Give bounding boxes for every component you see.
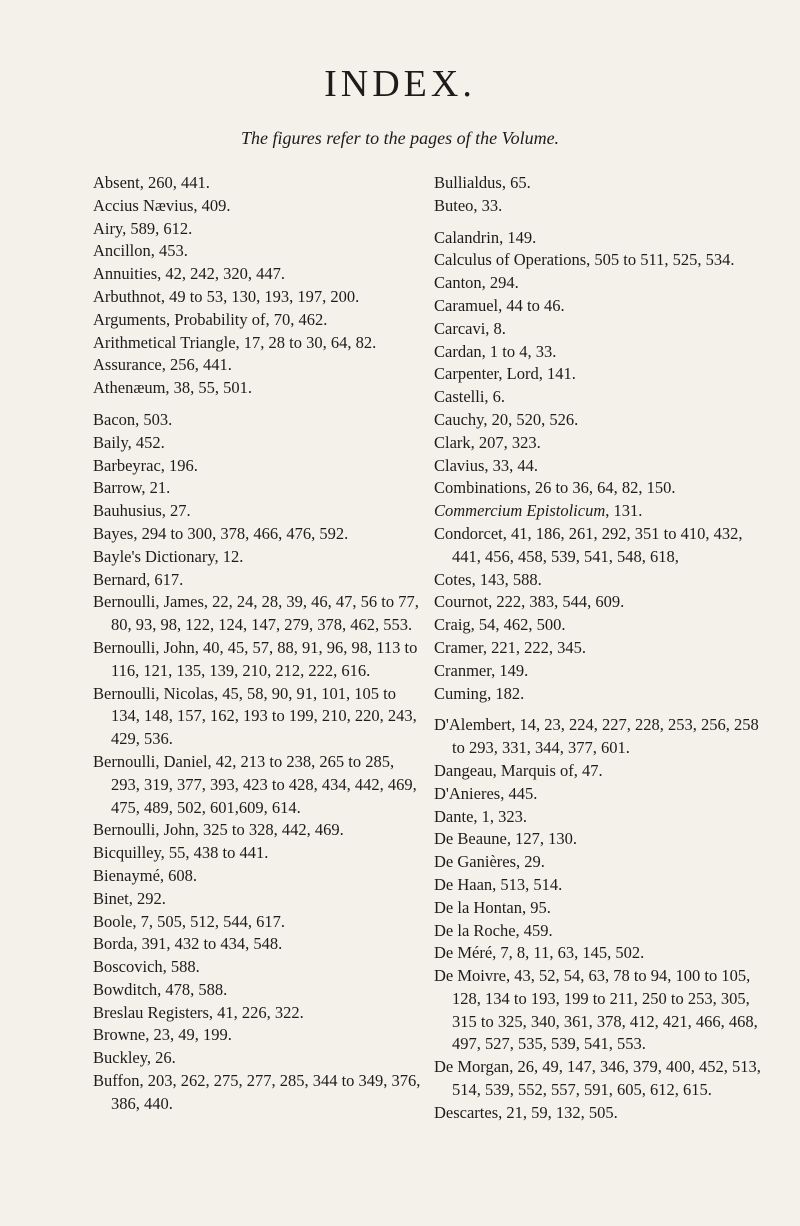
index-entry: Carcavi, 8.	[434, 318, 506, 338]
index-entry: Barbeyrac, 196.	[93, 455, 198, 475]
index-entry: Dante, 1, 323.	[434, 806, 528, 826]
index-entry: Calculus of Operations, 505 to 511, 525, 534.	[434, 250, 735, 270]
index-entry: Buteo, 33.	[434, 195, 503, 215]
index-entry: Borda, 391, 432 to 434, 548.	[93, 934, 283, 954]
index-entry: Combinations, 26 to 36, 64, 82, 150.	[434, 478, 676, 498]
index-entry: De Ganières, 29.	[434, 852, 545, 872]
index-entry: Binet, 292.	[93, 888, 166, 908]
index-entry: Bayes, 294 to 300, 378, 466, 476, 592.	[93, 523, 349, 543]
index-column-right	[434, 172, 766, 1134]
index-entry: Cardan, 1 to 4, 33.	[434, 341, 557, 361]
index-entry: Cramer, 221, 222, 345.	[434, 637, 586, 657]
index-entry: Arbuthnot, 49 to 53, 130, 193, 197, 200.	[93, 286, 360, 306]
index-entry: Boscovich, 588.	[93, 957, 200, 977]
index-entry: Bullialdus, 65.	[434, 173, 531, 192]
index-entry: Craig, 54, 462, 500.	[434, 615, 566, 635]
index-entry: Assurance, 256, 441.	[93, 355, 232, 375]
index-entry: Cranmer, 149.	[434, 660, 529, 680]
index-entry: De Haan, 513, 514.	[434, 874, 563, 894]
index-entry: Bauhusius, 27.	[93, 501, 191, 521]
index-entry: D'Anieres, 445.	[434, 783, 538, 803]
index-entry: Arguments, Probability of, 70, 462.	[93, 309, 328, 329]
page-title: INDEX.	[324, 63, 476, 105]
index-entry: Bernoulli, James, 22, 24, 28, 39, 46, 47, 56 to 77, 80, 93, 98, 122, 124, 147, 279, 378, 462, 553.	[93, 592, 419, 635]
index-entry: Carpenter, Lord, 141.	[434, 364, 576, 384]
index-entry: Bernard, 617.	[93, 569, 184, 589]
index-entry: Bayle's Dictionary, 12.	[93, 546, 244, 566]
index-entry: Clavius, 33, 44.	[434, 455, 539, 475]
index-entry: Canton, 294.	[434, 273, 519, 293]
index-entry: De la Hontan, 95.	[434, 897, 551, 917]
index-entry: Boole, 7, 505, 512, 544, 617.	[93, 911, 286, 931]
index-entry: Airy, 589, 612.	[93, 218, 193, 238]
index-entry: Condorcet, 41, 186, 261, 292, 351 to 410, 432, 441, 456, 458, 539, 541, 548, 618,	[434, 523, 743, 566]
index-entry: Descartes, 21, 59, 132, 505.	[434, 1102, 618, 1122]
page-subtitle: The figures refer to the pages of the Volume.	[240, 128, 560, 148]
index-entry: Bernoulli, Daniel, 42, 213 to 238, 265 to 285, 293, 319, 377, 393, 423 to 428, 434, 442, 469, 475, 489, 502, 601,609, 614.	[93, 751, 417, 817]
index-entry: Bacon, 503.	[93, 409, 173, 429]
index-entry: Arithmetical Triangle, 17, 28 to 30, 64, 82.	[93, 332, 377, 352]
index-entry: De Beaune, 127, 130.	[434, 829, 577, 849]
index-entry: Dangeau, Marquis of, 47.	[434, 760, 603, 780]
index-entry: Breslau Registers, 41, 226, 322.	[93, 1002, 304, 1022]
index-entry: Annuities, 42, 242, 320, 447.	[93, 264, 286, 284]
index-column-left	[93, 172, 421, 1125]
index-group	[434, 172, 766, 218]
index-entry: Calandrin, 149.	[434, 227, 537, 247]
index-entry: Athenæum, 38, 55, 501.	[93, 378, 253, 398]
index-entry: Absent, 260, 441.	[93, 173, 210, 192]
index-entry: Ancillon, 453.	[93, 241, 188, 261]
index-entry: Cotes, 143, 588.	[434, 569, 542, 589]
index-entry: Bernoulli, John, 325 to 328, 442, 469.	[93, 820, 344, 840]
index-entry: Bernoulli, Nicolas, 45, 58, 90, 91, 101, 105 to 134, 148, 157, 162, 193 to 199, 210, 220, 243, 429, 536.	[93, 683, 417, 749]
index-group	[434, 714, 766, 1124]
index-entry: Buckley, 26.	[93, 1048, 176, 1068]
index-entry: Castelli, 6.	[434, 387, 506, 407]
index-entry: Baily, 452.	[93, 432, 165, 452]
index-entry: De la Roche, 459.	[434, 920, 553, 940]
index-entry: De Méré, 7, 8, 11, 63, 145, 502.	[434, 943, 645, 963]
index-entry: Cauchy, 20, 520, 526.	[434, 409, 579, 429]
index-entry: Bienaymé, 608.	[93, 865, 198, 885]
index-entry: Cournot, 222, 383, 544, 609.	[434, 592, 625, 612]
index-entry: Clark, 207, 323.	[434, 432, 541, 452]
index-entry: Cuming, 182.	[434, 683, 525, 703]
index-entry: Browne, 23, 49, 199.	[93, 1025, 232, 1045]
index-entry: Barrow, 21.	[93, 478, 171, 498]
index-entry: Bowditch, 478, 588.	[93, 979, 228, 999]
index-entry: De Morgan, 26, 49, 147, 346, 379, 400, 452, 513, 514, 539, 552, 557, 591, 605, 612, 615.	[434, 1057, 761, 1100]
index-entry: De Moivre, 43, 52, 54, 63, 78 to 94, 100 to 105, 128, 134 to 193, 199 to 211, 250 to 253, 305, 315 to 325, 340, 361, 378, 412, 421, 466, 468, 497, 527, 535, 539, 541, 553.	[434, 966, 758, 1054]
index-group	[434, 227, 766, 706]
index-entry: Caramuel, 44 to 46.	[434, 295, 565, 315]
index-entry: Commercium Epistolicum, 131.	[434, 501, 643, 521]
index-entry: Bicquilley, 55, 438 to 441.	[93, 843, 269, 863]
index-group	[93, 172, 421, 400]
index-group	[93, 409, 421, 1116]
index-entry: Buffon, 203, 262, 275, 277, 285, 344 to 349, 376, 386, 440.	[93, 1071, 421, 1113]
index-entry: Accius Nævius, 409.	[93, 195, 231, 215]
index-entry: Bernoulli, John, 40, 45, 57, 88, 91, 96, 98, 113 to 116, 121, 135, 139, 210, 212, 222, 616.	[93, 637, 418, 680]
index-entry: D'Alembert, 14, 23, 224, 227, 228, 253, 256, 258 to 293, 331, 344, 377, 601.	[434, 715, 759, 758]
